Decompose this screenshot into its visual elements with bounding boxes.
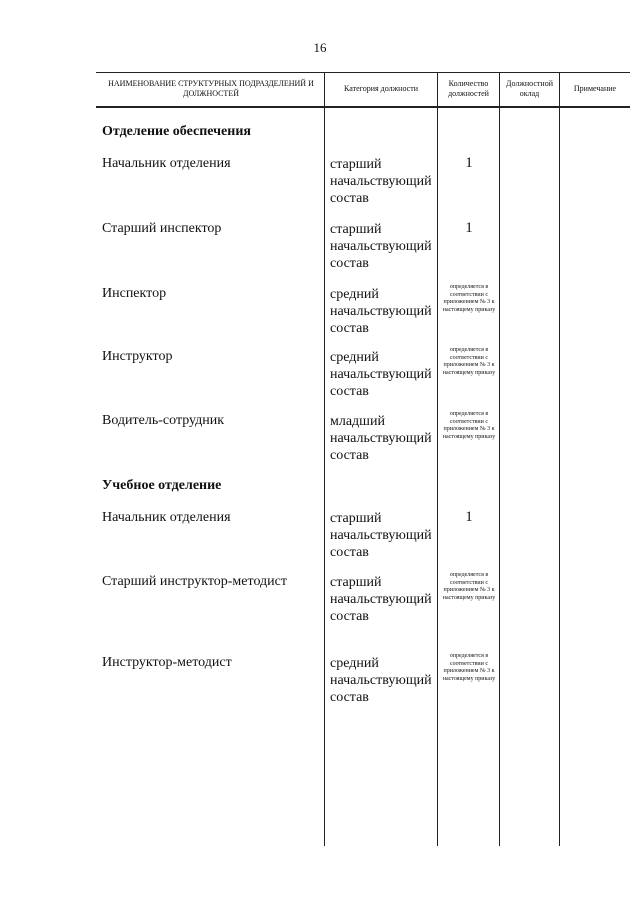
position-quantity-note: определяется в соответствии с приложением № 3 к настоящему приказу	[442, 284, 496, 313]
position-category: младший начальствующий состав	[330, 414, 432, 463]
header-quantity: Количество должностей	[448, 79, 489, 98]
position-category: старший начальствующий состав	[330, 222, 432, 271]
position-quantity: 1	[465, 509, 473, 525]
position-category: старший начальствующий состав	[330, 575, 432, 624]
position-name: Начальник отделения	[102, 156, 231, 171]
column-divider	[324, 72, 325, 846]
position-name: Инструктор-методист	[102, 655, 232, 670]
position-category: старший начальствующий состав	[330, 511, 432, 560]
column-divider	[559, 72, 560, 846]
table-header-bottom-rule	[96, 106, 630, 108]
section-title: Отделение обеспечения	[102, 124, 251, 139]
position-quantity-note: определяется в соответствии с приложением № 3 к настоящему приказу	[442, 347, 496, 376]
section-title: Учебное отделение	[102, 478, 222, 493]
position-name: Начальник отделения	[102, 510, 231, 525]
position-category: старший начальствующий состав	[330, 157, 432, 206]
column-divider	[499, 72, 500, 846]
header-category: Категория должности	[344, 84, 418, 93]
position-category: средний начальствующий состав	[330, 287, 432, 336]
position-name: Старший инспектор	[102, 221, 222, 236]
position-name: Инструктор	[102, 349, 173, 364]
position-quantity-note: определяется в соответствии с приложением № 3 к настоящему приказу	[442, 411, 496, 440]
page-number: 16	[313, 40, 327, 55]
header-salary: Должностной оклад	[506, 79, 553, 98]
position-quantity: 1	[465, 155, 473, 171]
position-name: Инспектор	[102, 286, 167, 301]
position-quantity-note: определяется в соответствии с приложением № 3 к настоящему приказу	[442, 572, 496, 601]
position-category: средний начальствующий состав	[330, 350, 432, 399]
position-name: Водитель-сотрудник	[102, 413, 225, 428]
position-name: Старший инструктор-методист	[102, 574, 287, 589]
position-quantity-note: определяется в соответствии с приложением № 3 к настоящему приказу	[442, 653, 496, 682]
position-quantity: 1	[465, 220, 473, 236]
header-name: НАИМЕНОВАНИЕ СТРУКТУРНЫХ ПОДРАЗДЕЛЕНИЙ И ДОЛЖНОСТЕЙ	[108, 79, 314, 98]
header-note: Примечание	[573, 84, 617, 93]
position-category: средний начальствующий состав	[330, 656, 432, 705]
